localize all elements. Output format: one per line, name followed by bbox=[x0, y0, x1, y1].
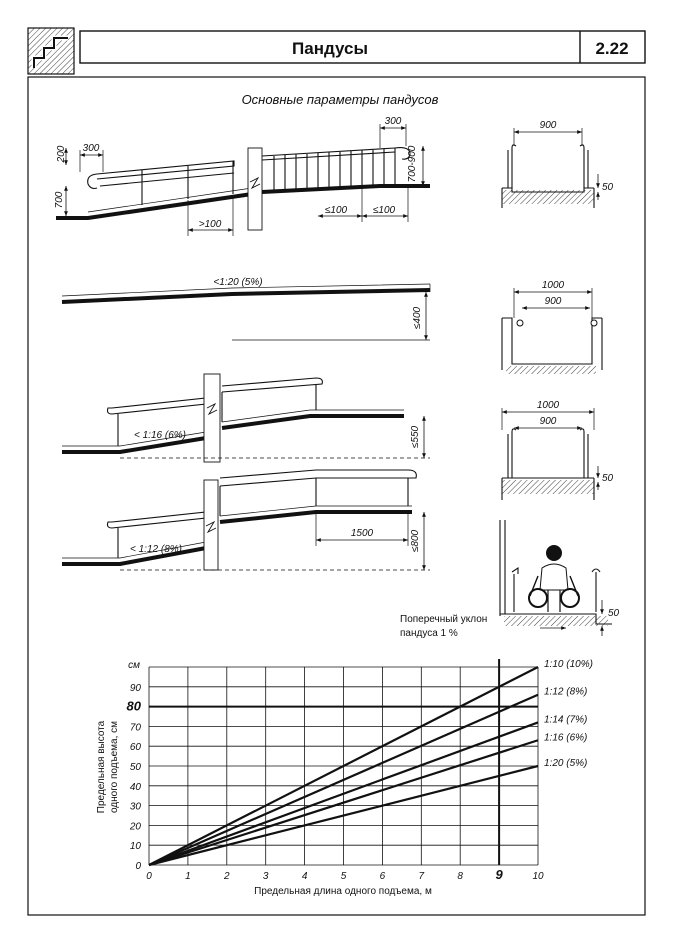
chart-xlabel: Предельная длина одного подъема, м bbox=[254, 886, 432, 897]
y-tick-60: 60 bbox=[129, 742, 141, 754]
dim-700: 700 bbox=[54, 191, 65, 209]
section-handrails-detail bbox=[502, 400, 614, 500]
ramp-height-length-chart bbox=[96, 659, 593, 897]
y-tick-10: 10 bbox=[129, 841, 141, 853]
x-tick-10: 10 bbox=[532, 871, 544, 882]
ramp3-slope: < 1:16 (6%) bbox=[134, 430, 186, 441]
chart-ylabel-line2: одного подъема, см bbox=[109, 720, 120, 814]
y-tick-70: 70 bbox=[129, 722, 141, 734]
sec4-dim-50: 50 bbox=[608, 608, 620, 619]
y-tick-80: 80 bbox=[126, 698, 141, 714]
x-tick-3: 3 bbox=[262, 871, 269, 882]
header bbox=[28, 28, 645, 74]
sec3-dim-50: 50 bbox=[602, 473, 614, 484]
sec3-dim-900: 900 bbox=[539, 416, 557, 427]
chart-y-unit: см bbox=[128, 660, 140, 671]
dim-200: 200 bbox=[56, 145, 67, 163]
dim-le100-a: ≤100 bbox=[324, 205, 348, 216]
x-tick-4: 4 bbox=[301, 871, 308, 882]
page-number: 2.22 bbox=[595, 39, 629, 58]
ramp2-dim-le400: ≤400 bbox=[412, 306, 423, 330]
x-tick-2: 2 bbox=[224, 871, 230, 882]
y-tick-0: 0 bbox=[135, 861, 141, 872]
chart-series-labels bbox=[544, 659, 593, 769]
series-label-4: 1:20 (5%) bbox=[544, 758, 588, 769]
dim-gt100: >100 bbox=[198, 219, 222, 230]
stairs-icon bbox=[28, 28, 74, 74]
x-tick-9: 9 bbox=[495, 867, 503, 882]
sec4-caption-line1: Поперечный уклон bbox=[400, 614, 488, 625]
dim-300-left: 300 bbox=[82, 143, 100, 154]
series-label-0: 1:10 (10%) bbox=[544, 659, 593, 670]
y-tick-50: 50 bbox=[129, 762, 141, 773]
y-tick-40: 40 bbox=[129, 781, 141, 793]
x-tick-5: 5 bbox=[340, 871, 347, 882]
section-wheelchair-detail bbox=[400, 520, 620, 639]
section-title: Основные параметры пандусов bbox=[241, 92, 439, 107]
x-tick-7: 7 bbox=[418, 871, 425, 882]
series-label-1: 1:12 (8%) bbox=[544, 686, 588, 698]
chart-ylabel-line1: Предельная высота bbox=[96, 720, 107, 814]
sec1-dim-50: 50 bbox=[602, 182, 614, 193]
dim-700-900: 700-900 bbox=[407, 145, 418, 183]
page-title: Пандусы bbox=[292, 39, 368, 58]
wheelchair-user-icon bbox=[529, 545, 579, 612]
ramp4-dim-1500: 1500 bbox=[350, 528, 374, 539]
ramp2-slope: <1:20 (5%) bbox=[213, 277, 263, 288]
ramp4-dim-le800: ≤800 bbox=[410, 529, 421, 553]
ramp3-dim-le550: ≤550 bbox=[410, 425, 421, 449]
sec2-dim-900: 900 bbox=[544, 296, 562, 307]
sec4-caption-line2: пандуса 1 % bbox=[400, 628, 458, 639]
ramp-1-16-elevation bbox=[62, 374, 430, 462]
dim-le100-b: ≤100 bbox=[372, 205, 396, 216]
series-label-3: 1:16 (6%) bbox=[544, 732, 588, 744]
section-railings-detail bbox=[502, 120, 614, 208]
y-tick-20: 20 bbox=[129, 821, 141, 833]
ramp4-slope: < 1:12 (8%) bbox=[130, 544, 182, 555]
ramp-with-railing-elevation bbox=[54, 116, 430, 236]
dim-300-right: 300 bbox=[384, 116, 402, 127]
sec3-dim-1000: 1000 bbox=[536, 400, 560, 411]
x-tick-8: 8 bbox=[457, 871, 463, 882]
sec2-dim-1000: 1000 bbox=[541, 280, 565, 291]
x-tick-1: 1 bbox=[185, 871, 191, 882]
y-tick-30: 30 bbox=[129, 801, 141, 813]
x-tick-0: 0 bbox=[146, 871, 152, 882]
ramp-1-12-elevation bbox=[62, 470, 430, 570]
section-curbs-detail bbox=[502, 280, 602, 374]
y-tick-90: 90 bbox=[129, 682, 141, 694]
ramp-gentle-elevation bbox=[62, 277, 430, 340]
x-tick-6: 6 bbox=[379, 871, 386, 882]
series-label-2: 1:14 (7%) bbox=[544, 714, 588, 726]
sec1-dim-900: 900 bbox=[539, 120, 557, 131]
